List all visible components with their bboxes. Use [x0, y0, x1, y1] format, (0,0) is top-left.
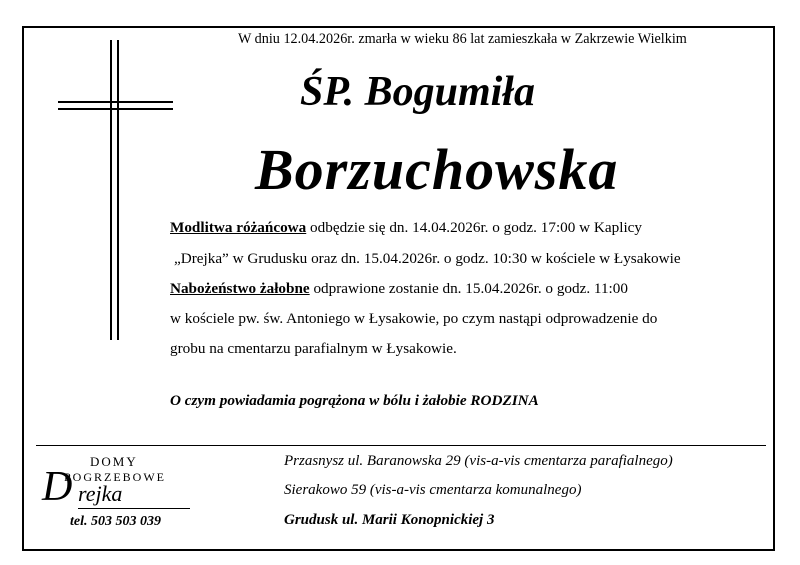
mass-line-3: grobu na cmentarzu parafialnym w Łysakowie. [170, 340, 457, 357]
cross-icon [58, 40, 173, 340]
prayer-line-2: „Drejka” w Grudusku oraz dn. 15.04.2026r. o godz. 10:30 w kościele w Łysakowie [174, 250, 681, 267]
logo-initial: D [42, 464, 73, 510]
logo-rule [78, 508, 190, 509]
deceased-last-name: Borzuchowska [255, 137, 619, 202]
closing-text: O czym powiadamia pogrążona w bólu i żałobie RODZINA [170, 392, 539, 409]
prayer-text-1: odbędzie się dn. 14.04.2026r. o godz. 17:00 w Kaplicy [306, 219, 643, 236]
prayer-line-1 [170, 219, 642, 237]
logo-phone: tel. 503 503 039 [70, 514, 161, 529]
mass-label: Nabożeństwo żałobne [170, 280, 310, 297]
mass-line-2: w kościele pw. św. Antoniego w Łysakowie, po czym nastąpi odprowadzenie do [170, 310, 658, 327]
logo-line-2: POGRZEBOWE [64, 470, 166, 484]
logo-brand: rejka [78, 481, 123, 506]
deceased-first-name: ŚP. Bogumiła [300, 69, 535, 115]
intro-text: W dniu 12.04.2026r. zmarła w wieku 86 lat zamieszkała w Zakrzewie Wielkim [238, 31, 687, 47]
mass-text-1: odprawione zostanie dn. 15.04.2026r. o godz. 11:00 [309, 280, 628, 297]
address-grudusk: Grudusk ul. Marii Konopnickiej 3 [284, 512, 495, 528]
prayer-label: Modlitwa różańcowa [170, 219, 307, 236]
funeral-home-logo [38, 452, 198, 548]
footer-divider [36, 445, 766, 446]
logo-line-1: DOMY [90, 454, 138, 469]
address-sierakowo: Sierakowo 59 (vis-a-vis cmentarza komunalnego) [284, 482, 582, 498]
address-przasnysz: Przasnysz ul. Baranowska 29 (vis-a-vis cmentarza parafialnego) [284, 453, 673, 469]
mass-line-1 [170, 280, 628, 298]
